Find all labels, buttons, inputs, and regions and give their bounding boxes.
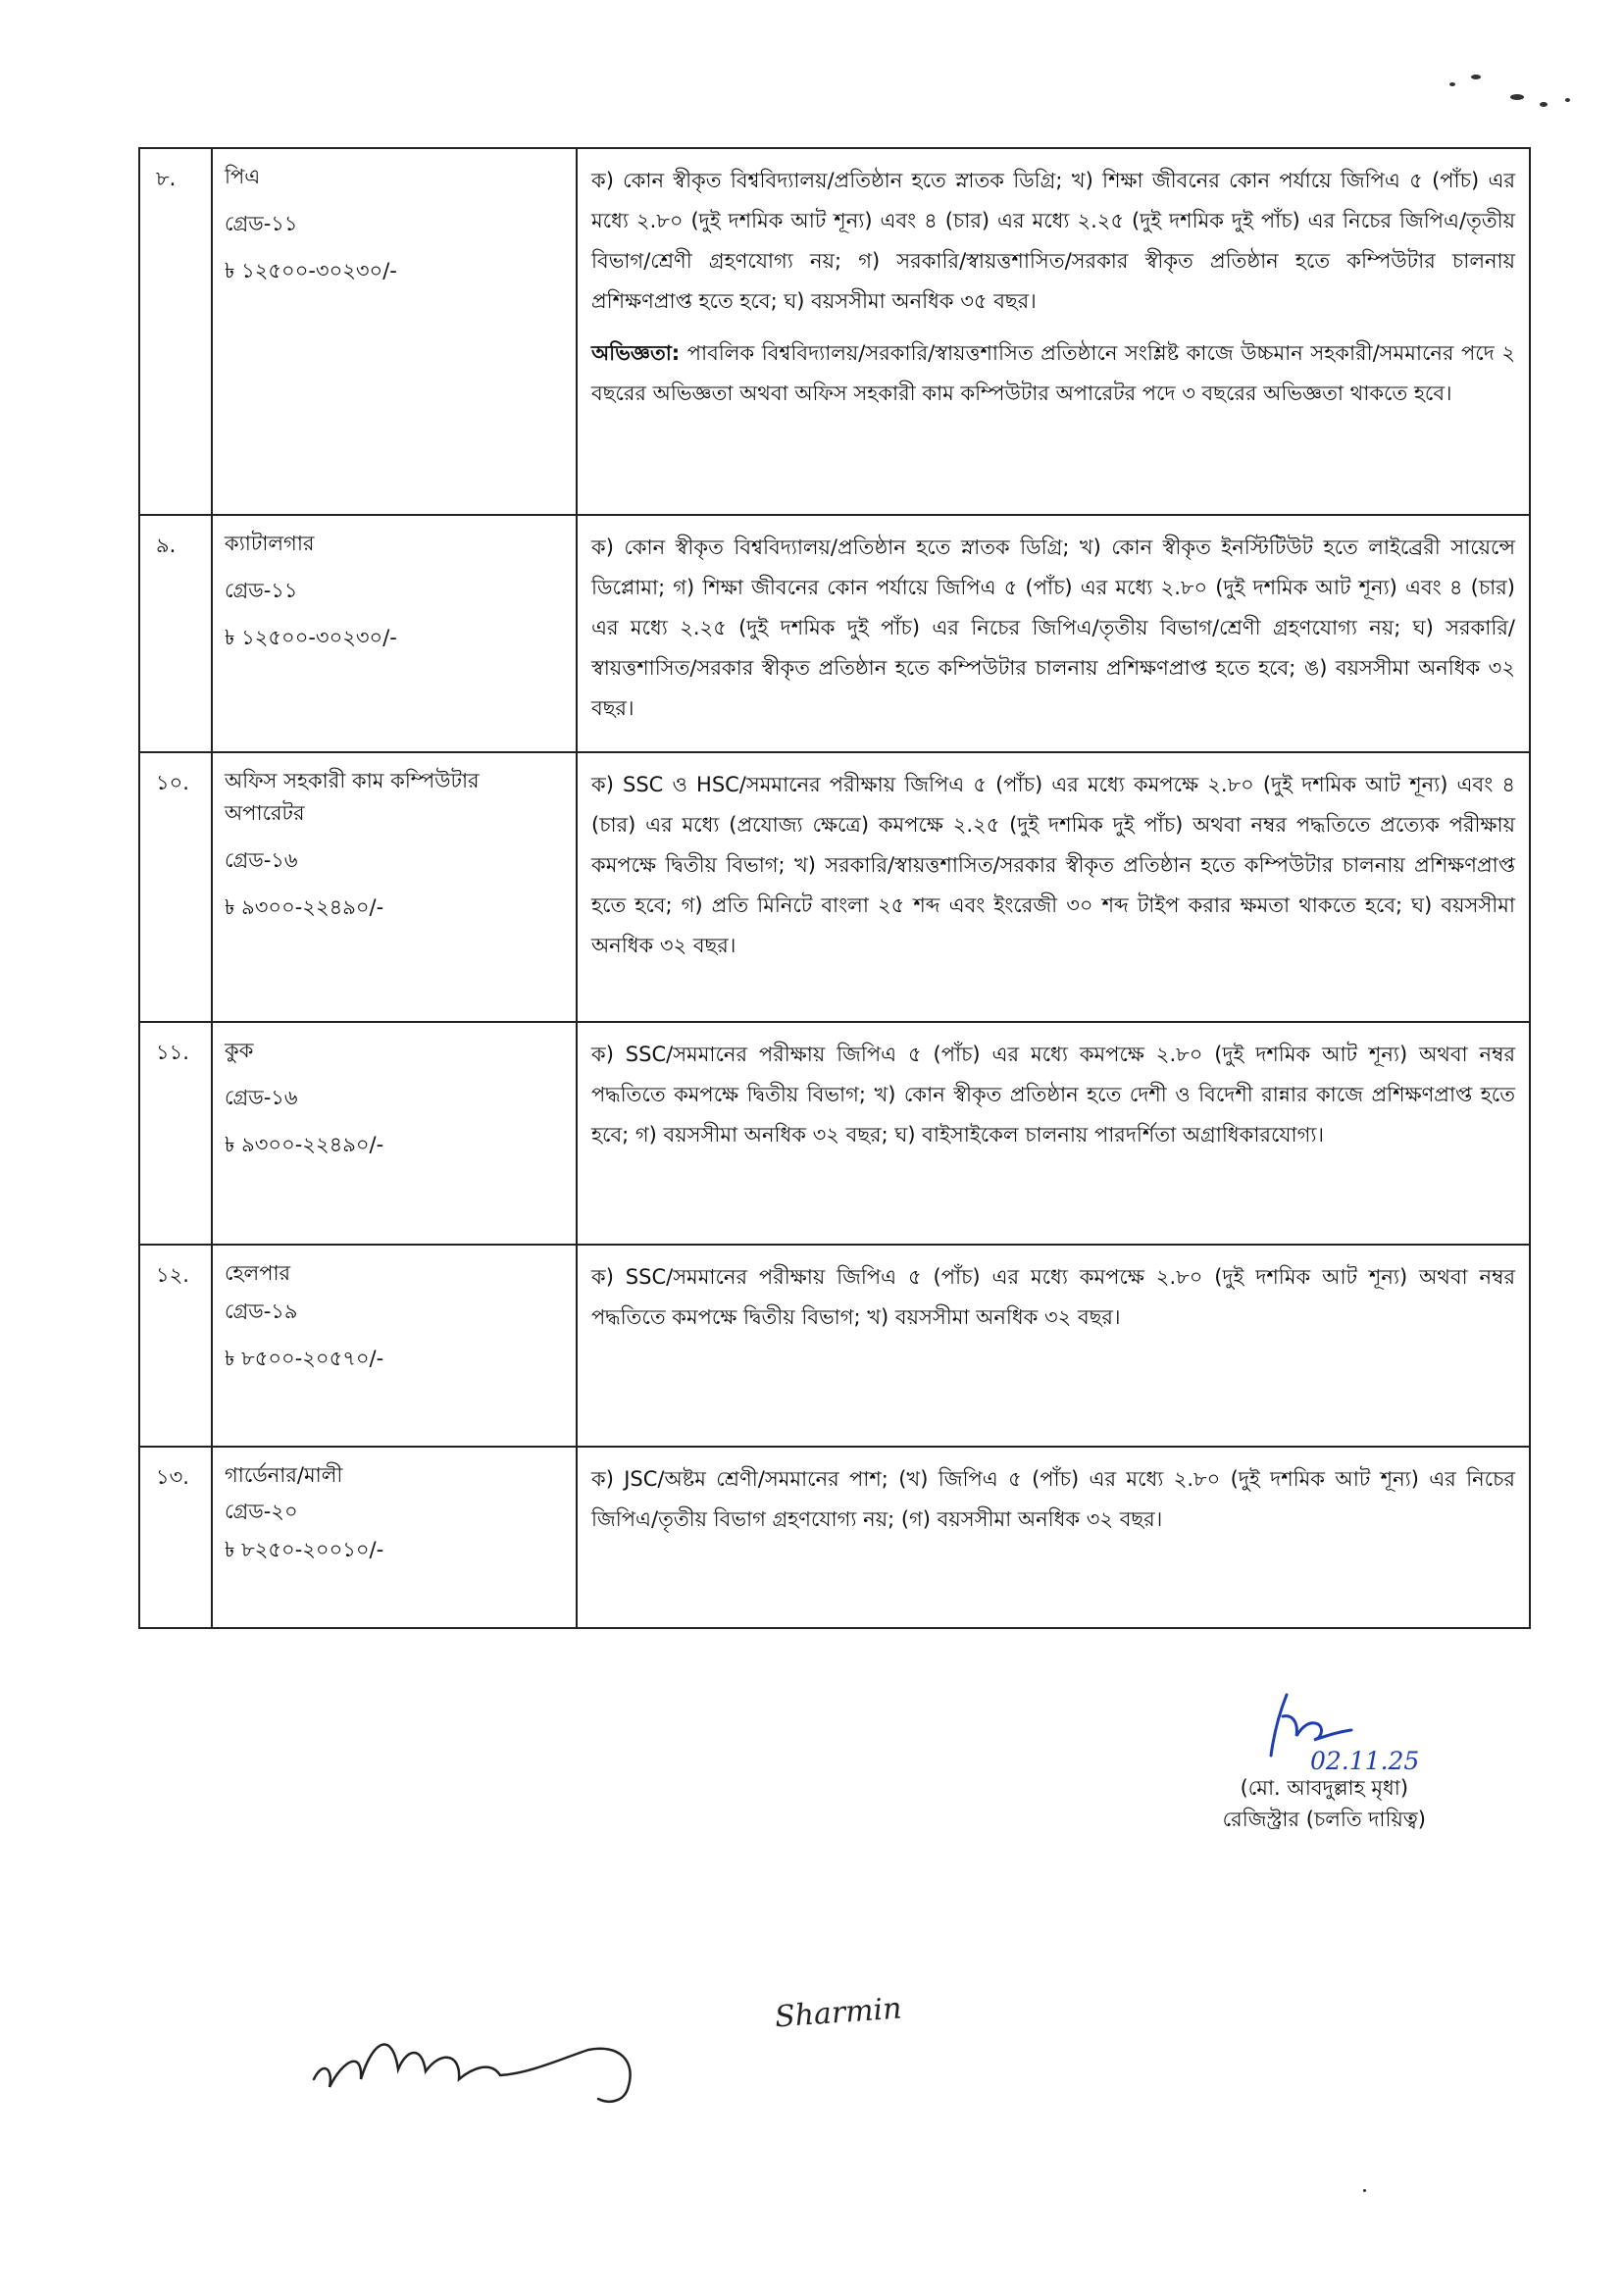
post-grade: গ্রেড-২০ (225, 1500, 298, 1523)
scan-speck (1363, 2189, 1366, 2192)
serial-cell (139, 148, 212, 515)
post-title: হেলপার (225, 1261, 291, 1285)
requirements-cell (577, 752, 1530, 1022)
handwritten-signature-right: Sharmin (773, 1991, 903, 2035)
post-cell (212, 148, 577, 515)
serial-cell (139, 1245, 212, 1447)
serial-cell (139, 752, 212, 1022)
post-cell (212, 1022, 577, 1245)
scan-speck (1540, 102, 1548, 107)
post-title: গার্ডেনার/মালী (225, 1463, 343, 1487)
post-title: পিএ (225, 165, 261, 188)
serial-cell (139, 1022, 212, 1245)
table-row (139, 1245, 1530, 1447)
serial-number: ৯. (156, 534, 177, 557)
post-cell (212, 1447, 577, 1628)
scan-speck (1449, 82, 1455, 86)
post-cell (212, 1245, 577, 1447)
requirements-text: ক) কোন স্বীকৃত বিশ্ববিদ্যালয়/প্রতিষ্ঠান হতে স্নাতক ডিগ্রি; খ) কোন স্বীকৃত ইনস্টিটিউট হতে লাইব্রেরী সায়েন্সে ডিপ্লোমা; গ) শিক্ষা জীবনের কোন পর্যায়ে জিপিএ ৫ (পাঁচ) এর মধ্যে ২.৮০ (দুই দশমিক আট শূন্য) এবং ৪ (চার) এর মধ্যে ২.২৫ (দুই দশমিক দুই পাঁচ) এর নিচের জিপিএ/তৃতীয় বিভাগ/শ্রেণী গ্রহণযোগ্য নয়; ঘ) সরকারি/স্বায়ত্তশাসিত/সরকার স্বীকৃত প্রতিষ্ঠান হতে কম্পিউটার চালনায় প্রশিক্ষণপ্রাপ্ত হতে হবে; ঙ) বয়সসীমা অনধিক ৩২ বছর। (591, 535, 1515, 720)
experience-label: অভিজ্ঞতা: (591, 341, 681, 365)
post-pay-scale: ৳ ৮৫০০-২০৫৭০/- (225, 1347, 384, 1370)
signatory-title: রেজিস্ট্রার (চলতি দায়িত্ব) (1222, 1808, 1426, 1831)
scan-speck (1510, 94, 1524, 100)
table-row (139, 515, 1530, 752)
serial-number: ৮. (156, 167, 177, 190)
posts-table (138, 147, 1531, 1629)
requirements-text: ক) SSC/সমমানের পরীক্ষায় জিপিএ ৫ (পাঁচ) এর মধ্যে কমপক্ষে ২.৮০ (দুই দশমিক আট শূন্য) অথবা নম্বর পদ্ধতিতে কমপক্ষে দ্বিতীয় বিভাগ; খ) বয়সসীমা অনধিক ৩২ বছর। (591, 1265, 1515, 1329)
scan-speck (1471, 75, 1481, 79)
post-grade: গ্রেড-১৬ (225, 1086, 298, 1109)
post-grade: গ্রেড-১১ (225, 579, 298, 602)
table-row (139, 1447, 1530, 1628)
requirements-cell (577, 1447, 1530, 1628)
serial-number: ১১. (156, 1041, 189, 1064)
serial-number: ১২. (156, 1263, 189, 1287)
requirements-cell (577, 1022, 1530, 1245)
post-grade: গ্রেড-১১ (225, 212, 298, 235)
post-title: কুক (225, 1039, 254, 1062)
post-pay-scale: ৳ ১২৫০০-৩০২৩০/- (225, 259, 397, 282)
table-row (139, 1022, 1530, 1245)
signature-block (1223, 1770, 1426, 1835)
post-pay-scale: ৳ ৯৩০০-২২৪৯০/- (225, 895, 384, 919)
serial-cell (139, 515, 212, 752)
requirements-cell (577, 148, 1530, 515)
post-pay-scale: ৳ ৮২৫০-২০০১০/- (225, 1538, 384, 1561)
requirements-text: ক) কোন স্বীকৃত বিশ্ববিদ্যালয়/প্রতিষ্ঠান হতে স্নাতক ডিগ্রি; খ) শিক্ষা জীবনের কোন পর্যায়ে জিপিএ ৫ (পাঁচ) এর মধ্যে ২.৮০ (দুই দশমিক আট শূন্য) এবং ৪ (চার) এর মধ্যে ২.২৫ (দুই দশমিক দুই পাঁচ) এর নিচের জিপিএ/তৃতীয় বিভাগ/শ্রেণী গ্রহণযোগ্য নয়; গ) সরকারি/স্বায়ত্তশাসিত/সরকার স্বীকৃত প্রতিষ্ঠান হতে কম্পিউটার চালনায় প্রশিক্ষণপ্রাপ্ত হতে হবে; ঘ) বয়সসীমা অনধিক ৩৫ বছর। (591, 169, 1515, 313)
post-title: অফিস সহকারী কাম কম্পিউটার অপারেটর (225, 769, 480, 825)
signatory-name: (মো. আবদুল্লাহ মৃধা) (1240, 1776, 1409, 1800)
post-pay-scale: ৳ ১২৫০০-৩০২৩০/- (225, 626, 397, 649)
post-cell (212, 515, 577, 752)
post-grade: গ্রেড-১৯ (225, 1300, 298, 1323)
post-pay-scale: ৳ ৯৩০০-২২৪৯০/- (225, 1133, 384, 1156)
serial-number: ১৩. (156, 1465, 189, 1489)
table-row (139, 752, 1530, 1022)
experience-paragraph (591, 333, 1515, 414)
post-cell (212, 752, 577, 1022)
experience-text: পাবলিক বিশ্ববিদ্যালয়/সরকারি/স্বায়ত্তশাসিত প্রতিষ্ঠানে সংশ্লিষ্ট কাজে উচ্চমান সহকারী/সমমানের পদে ২ বছরের অভিজ্ঞতা অথবা অফিস সহকারী কাম কম্পিউটার অপারেটর পদে ৩ বছরের অভিজ্ঞতা থাকতে হবে। (591, 341, 1515, 405)
serial-cell (139, 1447, 212, 1628)
post-title: ক্যাটালগার (225, 532, 315, 555)
post-grade: গ্রেড-১৬ (225, 848, 298, 872)
requirements-cell (577, 1245, 1530, 1447)
requirements-cell (577, 515, 1530, 752)
requirements-text: ক) SSC/সমমানের পরীক্ষায় জিপিএ ৫ (পাঁচ) এর মধ্যে কমপক্ষে ২.৮০ (দুই দশমিক আট শূন্য) অথবা নম্বর পদ্ধতিতে কমপক্ষে দ্বিতীয় বিভাগ; খ) কোন স্বীকৃত প্রতিষ্ঠান হতে দেশী ও বিদেশী রান্নার কাজে প্রশিক্ষণপ্রাপ্ত হতে হবে; গ) বয়সসীমা অনধিক ৩২ বছর; ঘ) বাইসাইকেল চালনায় পারদর্শিতা অগ্রাধিকারযোগ্য। (591, 1043, 1515, 1147)
requirements-text: ক) SSC ও HSC/সমমানের পরীক্ষায় জিপিএ ৫ (পাঁচ) এর মধ্যে কমপক্ষে ২.৮০ (দুই দশমিক আট শূন্য) এবং ৪ (চার) এর মধ্যে (প্রযোজ্য ক্ষেত্রে) কমপক্ষে ২.২৫ (দুই দশমিক দুই পাঁচ) অথবা নম্বর পদ্ধতিতে প্রত্যেক পরীক্ষায় কমপক্ষে দ্বিতীয় বিভাগ; খ) সরকারি/স্বায়ত্তশাসিত/সরকার স্বীকৃত প্রতিষ্ঠান হতে কম্পিউটার চালনায় প্রশিক্ষণপ্রাপ্ত হতে হবে; গ) প্রতি মিনিটে বাংলা ২৫ শব্দ এবং ইংরেজী ৩০ শব্দ টাইপ করার ক্ষমতা থাকতে হবে; ঘ) বয়সসীমা অনধিক ৩২ বছর। (591, 773, 1515, 957)
serial-number: ১০. (156, 771, 189, 794)
handwritten-signature-left (304, 2011, 657, 2118)
signature-date: 02.11.25 (1310, 1747, 1420, 1775)
scan-speck (1565, 98, 1570, 102)
table-row (139, 148, 1530, 515)
requirements-text: ক) JSC/অষ্টম শ্রেণী/সমমানের পাশ; (খ) জিপিএ ৫ (পাঁচ) এর মধ্যে ২.৮০ (দুই দশমিক আট শূন্য) এর নিচের জিপিএ/তৃতীয় বিভাগ গ্রহণযোগ্য নয়; (গ) বয়সসীমা অনধিক ৩২ বছর। (591, 1467, 1515, 1531)
